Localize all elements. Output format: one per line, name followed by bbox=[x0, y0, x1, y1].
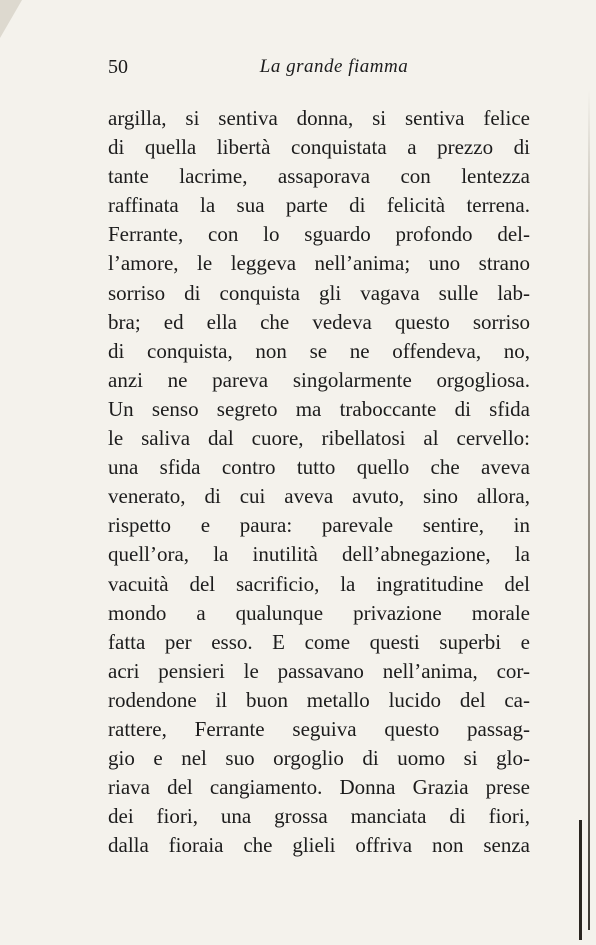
text-line: di quella libertà conquistata a prezzo di bbox=[108, 135, 530, 160]
page-number: 50 bbox=[108, 56, 128, 78]
text-line: dalla fioraia che glieli offriva non senza bbox=[108, 833, 530, 858]
text-line: Ferrante, con lo sguardo profondo del- bbox=[108, 222, 530, 247]
text-line: rodendone il buon metallo lucido del ca- bbox=[108, 687, 530, 712]
text-line: una sfida contro tutto quello che aveva bbox=[108, 455, 530, 480]
text-line: venerato, di cui aveva avuto, sino allora, bbox=[108, 484, 530, 509]
text-line: raffinata la sua parte di felicità terrena. bbox=[108, 193, 530, 218]
text-line: sorriso di conquista gli vagava sulle lab- bbox=[108, 280, 530, 305]
text-line: dei fiori, una grossa manciata di fiori, bbox=[108, 804, 530, 829]
text-line: rispetto e paura: parevale sentire, in bbox=[108, 513, 530, 538]
text-line: quell’ora, la inutilità dell’abnegazione, la bbox=[108, 542, 530, 567]
text-line: tante lacrime, assaporava con lentezza bbox=[108, 164, 530, 189]
page-edge-shadow bbox=[588, 90, 590, 930]
text-line: acri pensieri le passavano nell’anima, cor- bbox=[108, 658, 530, 683]
body-text bbox=[108, 104, 530, 860]
text-line: anzi ne pareva singolarmente orgogliosa. bbox=[108, 367, 530, 392]
text-line: vacuità del sacrificio, la ingratitudine del bbox=[108, 571, 530, 596]
page-corner-fold bbox=[0, 0, 22, 38]
text-line: argilla, si sentiva donna, si sentiva felice bbox=[108, 106, 530, 130]
text-line: bra; ed ella che vedeva questo sorriso bbox=[108, 309, 530, 334]
text-line: le saliva dal cuore, ribellatosi al cervello: bbox=[108, 426, 530, 451]
running-title: La grande fiamma bbox=[259, 56, 409, 77]
page-header bbox=[108, 52, 530, 82]
text-line: mondo a qualunque privazione morale bbox=[108, 600, 530, 625]
text-line: fatta per esso. E come questi superbi e bbox=[108, 629, 530, 654]
text-line: gio e nel suo orgoglio di uomo si glo- bbox=[108, 746, 530, 771]
text-line: di conquista, non se ne offendeva, no, bbox=[108, 338, 530, 363]
text-line: l’amore, le leggeva nell’anima; uno strano bbox=[108, 251, 530, 276]
text-line: Un senso segreto ma traboccante di sfida bbox=[108, 396, 530, 421]
text-line: rattere, Ferrante seguiva questo passag- bbox=[108, 716, 530, 741]
text-line: riava del cangiamento. Donna Grazia prese bbox=[108, 775, 530, 800]
page-edge-dark-mark bbox=[579, 820, 582, 940]
